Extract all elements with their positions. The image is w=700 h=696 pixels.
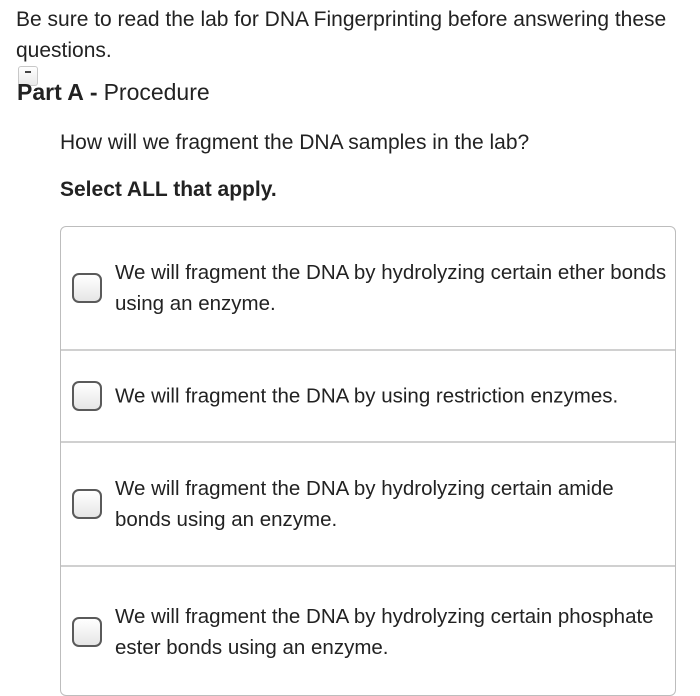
part-separator: -	[89, 79, 98, 105]
answer-option-label[interactable]: We will fragment the DNA by hydrolyzing certain amide bonds using an enzyme.	[115, 477, 614, 531]
answer-option-label[interactable]: We will fragment the DNA by hydrolyzing certain phosphate ester bonds using an enzyme.	[115, 605, 654, 659]
answer-checkbox[interactable]	[72, 617, 102, 647]
answer-option[interactable]	[61, 227, 675, 351]
answer-option[interactable]	[61, 351, 675, 443]
answer-checkbox[interactable]	[72, 381, 102, 411]
part-name: Procedure	[103, 79, 210, 105]
select-all-instruction: Select ALL that apply.	[60, 178, 277, 201]
answer-checkbox[interactable]	[72, 273, 102, 303]
answer-option-label[interactable]: We will fragment the DNA by using restriction enzymes.	[115, 384, 619, 408]
instructions-text: Be sure to read the lab for DNA Fingerprinting before answering these questions.	[16, 8, 667, 62]
answer-checkbox[interactable]	[72, 489, 102, 519]
part-label: Part A	[17, 79, 84, 105]
minus-icon	[25, 71, 31, 73]
answer-options-list	[60, 226, 676, 696]
answer-option[interactable]	[61, 567, 675, 696]
answer-option[interactable]	[61, 443, 675, 567]
answer-option-label[interactable]: We will fragment the DNA by hydrolyzing certain ether bonds using an enzyme.	[115, 261, 667, 315]
question-prompt: How will we fragment the DNA samples in the lab?	[60, 131, 530, 154]
part-title	[17, 76, 210, 108]
